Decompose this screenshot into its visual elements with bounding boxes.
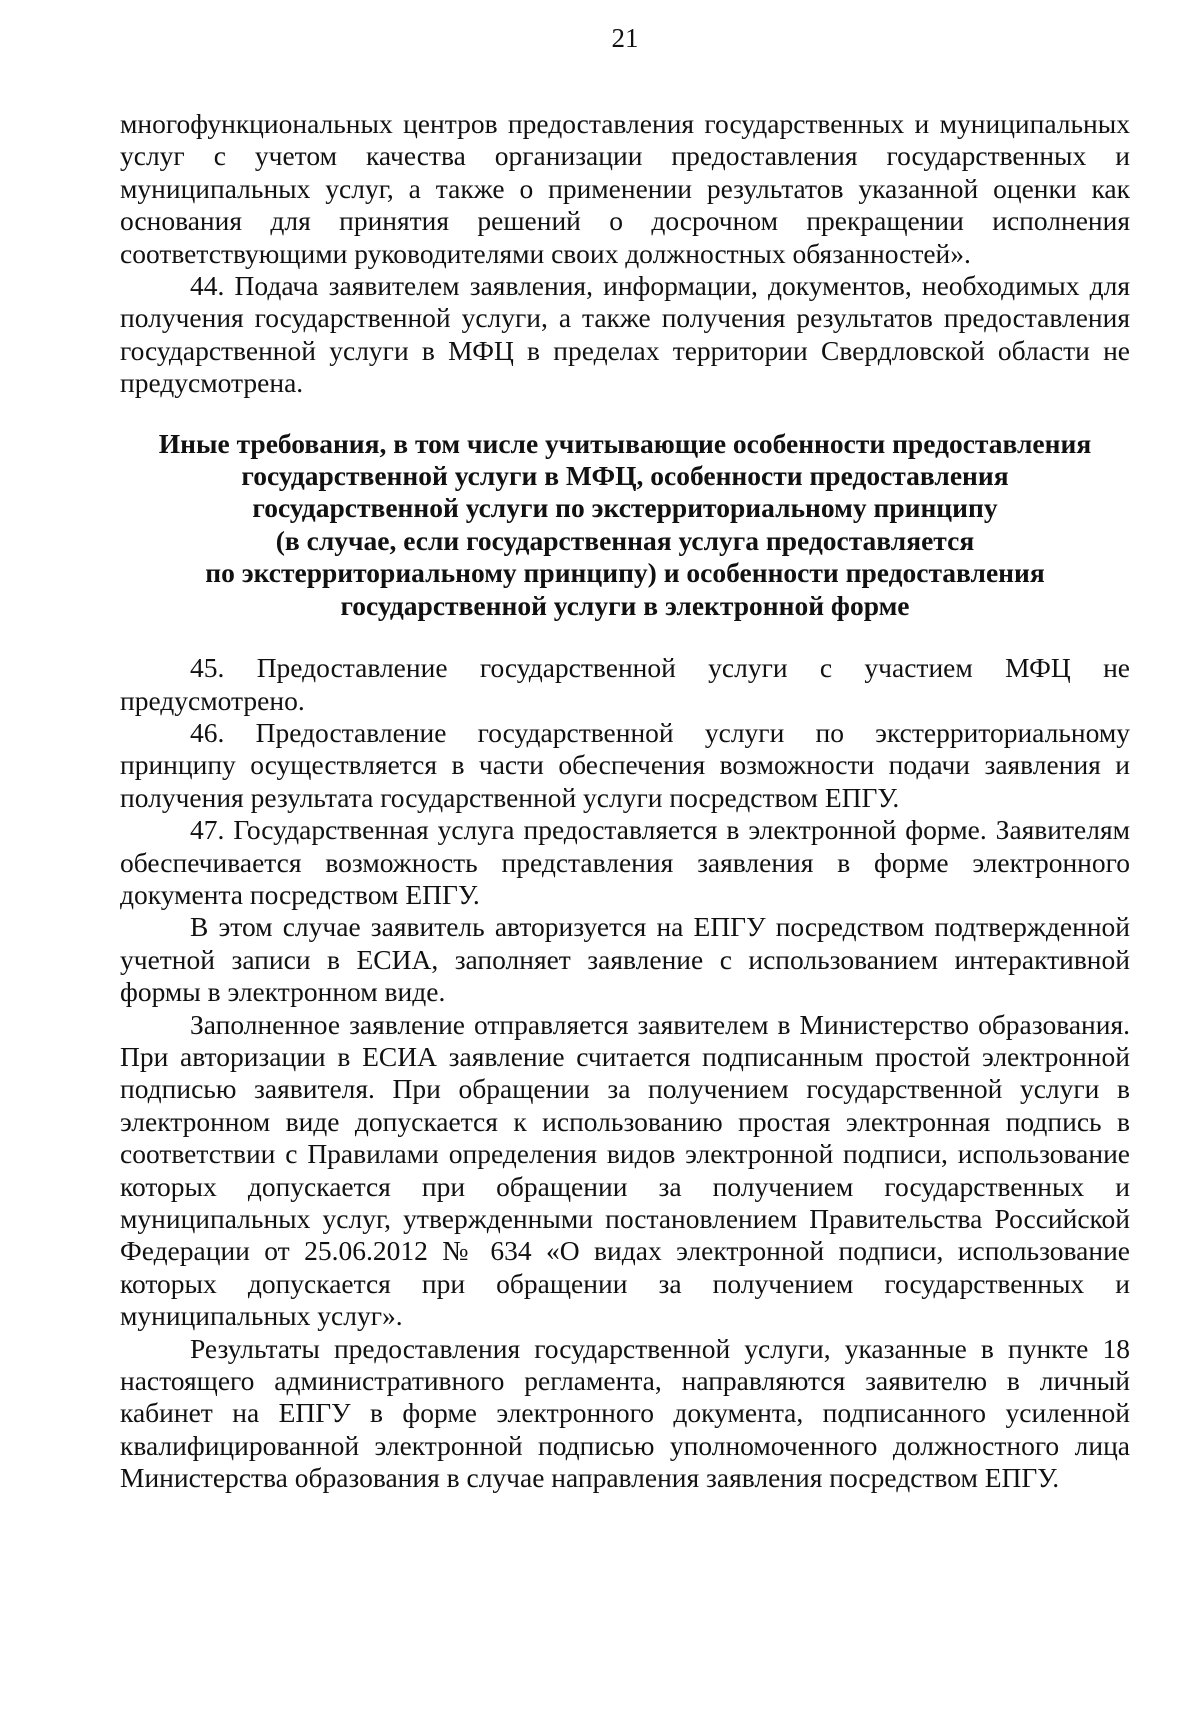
paragraph-44: 44. Подача заявителем заявления, информации, документов, необходимых для получения государственной услуги, а также получения результатов предоставления государственной услуги в МФЦ в пределах территории Свердловской области не предусмотрена. — [120, 270, 1130, 399]
heading-line: государственной услуги по экстерриториальному принципу — [252, 492, 998, 524]
heading-line: государственной услуги в электронной форме — [340, 589, 910, 621]
paragraph-47-results: Результаты предоставления государственной услуги, указанные в пункте 18 настоящего административного регламента, направляются заявителю в личный кабинет на ЕПГУ в форме электронного документа, подписанного усиленной квалифицированной электронной подписью уполномоченного должностного лица Министерства образования в случае направления заявления посредством ЕПГУ. — [120, 1332, 1130, 1494]
heading-line: государственной услуги в МФЦ, особенности предоставления — [241, 460, 1009, 492]
paragraph-46: 46. Предоставление государственной услуги по экстерриториальному принципу осуществляется в части обеспечения возможности подачи заявления и получения результата государственной услуги посредством ЕПГУ. — [120, 716, 1130, 813]
section-heading — [120, 428, 1130, 622]
paragraph-continuation: многофункциональных центров предоставления государственных и муниципальных услуг с учетом качества организации предоставления государственных и муниципальных услуг, а также о применении результатов указанной оценки как основания для принятия решений о досрочном прекращении исполнения соответствующими руководителями своих должностных обязанностей». — [120, 108, 1130, 269]
document-page — [120, 0, 1130, 1710]
paragraph-45: 45. Предоставление государственной услуги с участием МФЦ не предусмотрено. — [120, 652, 1130, 716]
heading-line: Иные требования, в том числе учитывающие особенности предоставления — [158, 427, 1092, 459]
paragraph-47: 47. Государственная услуга предоставляется в электронной форме. Заявителям обеспечивается возможность представления заявления в форме электронного документа посредством ЕПГУ. — [120, 814, 1130, 910]
paragraph-47-authorization: В этом случае заявитель авторизуется на ЕПГУ посредством подтвержденной учетной записи в ЕСИА, заполняет заявление с использованием интерактивной формы в электронном виде. — [120, 911, 1130, 1008]
heading-line: (в случае, если государственная услуга предоставляется — [275, 524, 975, 556]
heading-line: по экстерриториальному принципу) и особенности предоставления — [205, 557, 1045, 589]
paragraph-47-signature: Заполненное заявление отправляется заявителем в Министерство образования. При авторизации в ЕСИА заявление считается подписанным простой электронной подписью заявителя. При обращении за получением государственной услуги в электронном виде допускается к использованию простая электронная подпись в соответствии с Правилами определения видов электронной подписи, использование которых допускается при обращении за получением государственных и муниципальных услуг, утвержденными постановлением Правительства Российской Федерации от 25.06.2012 № 634 «О видах электронной подписи, использование которых допускается при обращении за получением государственных и муниципальных услуг». — [120, 1008, 1130, 1332]
document-body — [120, 108, 1130, 1495]
page-number: 21 — [611, 23, 639, 53]
